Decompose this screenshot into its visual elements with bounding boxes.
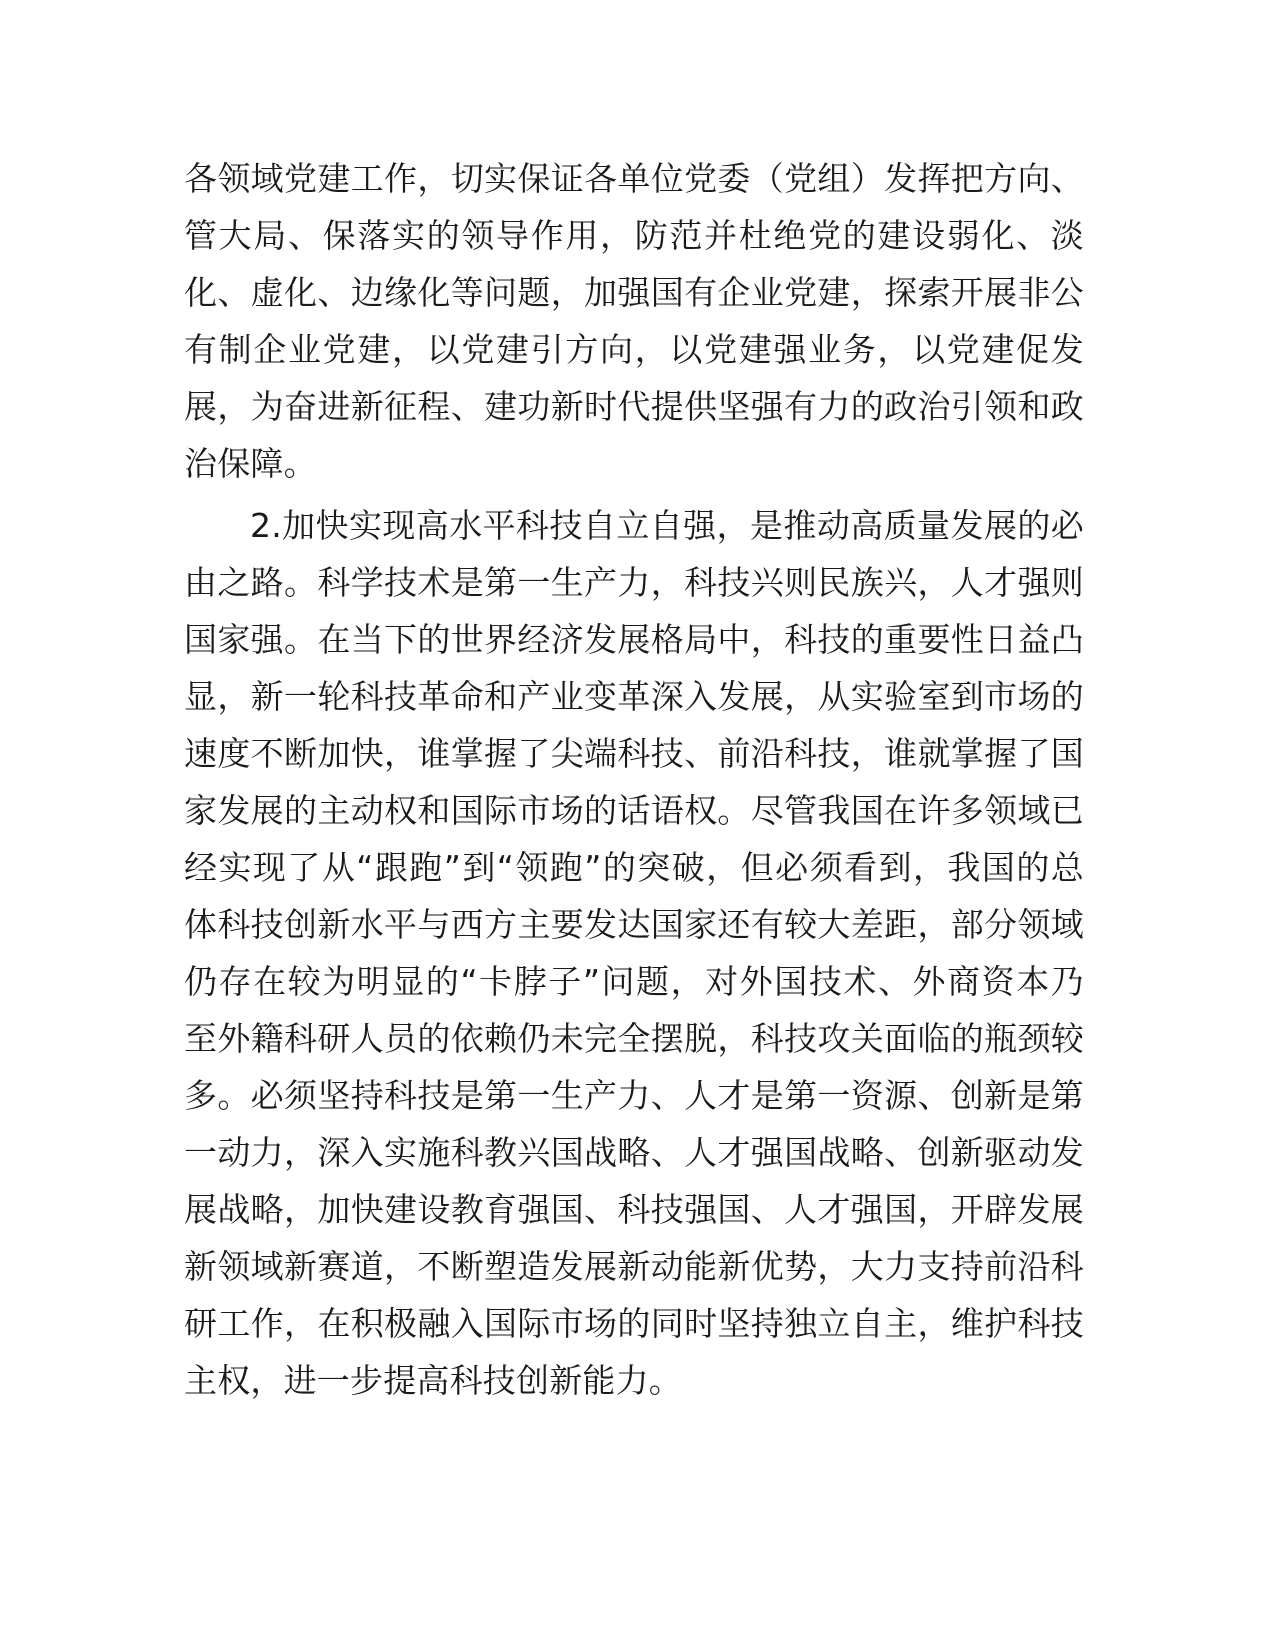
text-line: 主权，进一步提高科技创新能力。 [184,1361,682,1400]
text-line: 由之路。科学技术是第一生产力，科技兴则民族兴，人才强则 [184,563,1084,602]
paragraph-1 [184,150,1084,492]
text-line: 展，为奋进新征程、建功新时代提供坚强有力的政治引领和政 [184,387,1084,426]
text-line: 研工作，在积极融入国际市场的同时坚持独立自主，维护科技 [184,1304,1084,1343]
text-line: 展战略，加快建设教育强国、科技强国、人才强国，开辟发展 [184,1190,1084,1229]
text-line: 多。必须坚持科技是第一生产力、人才是第一资源、创新是第 [184,1076,1084,1115]
text-line: 各领域党建工作，切实保证各单位党委（党组）发挥把方向、 [184,159,1084,198]
text-line: 经实现了从“跟跑”到“领跑”的突破，但必须看到，我国的总 [184,848,1084,887]
text-line: 至外籍科研人员的依赖仍未完全摆脱，科技攻关面临的瓶颈较 [184,1019,1084,1058]
text-line: 家发展的主动权和国际市场的话语权。尽管我国在许多领域已 [184,791,1084,830]
text-line: 速度不断加快，谁掌握了尖端科技、前沿科技，谁就掌握了国 [184,734,1084,773]
text-line: 一动力，深入实施科教兴国战略、人才强国战略、创新驱动发 [184,1133,1084,1172]
text-line: 体科技创新水平与西方主要发达国家还有较大差距，部分领域 [184,905,1084,944]
text-line: 2.加快实现高水平科技自立自强，是推动高质量发展的必 [250,506,1084,545]
text-line: 化、虚化、边缘化等问题，加强国有企业党建，探索开展非公 [184,273,1084,312]
paragraph-2 [184,497,1084,1409]
text-line: 新领域新赛道，不断塑造发展新动能新优势，大力支持前沿科 [184,1247,1084,1286]
text-line: 国家强。在当下的世界经济发展格局中，科技的重要性日益凸 [184,620,1084,659]
text-line: 显，新一轮科技革命和产业变革深入发展，从实验室到市场的 [184,677,1084,716]
text-line: 仍存在较为明显的“卡脖子”问题，对外国技术、外商资本乃 [184,962,1084,1001]
text-line: 有制企业党建，以党建引方向，以党建强业务，以党建促发 [184,330,1084,369]
text-line: 治保障。 [184,444,317,483]
text-line: 管大局、保落实的领导作用，防范并杜绝党的建设弱化、淡 [184,216,1084,255]
